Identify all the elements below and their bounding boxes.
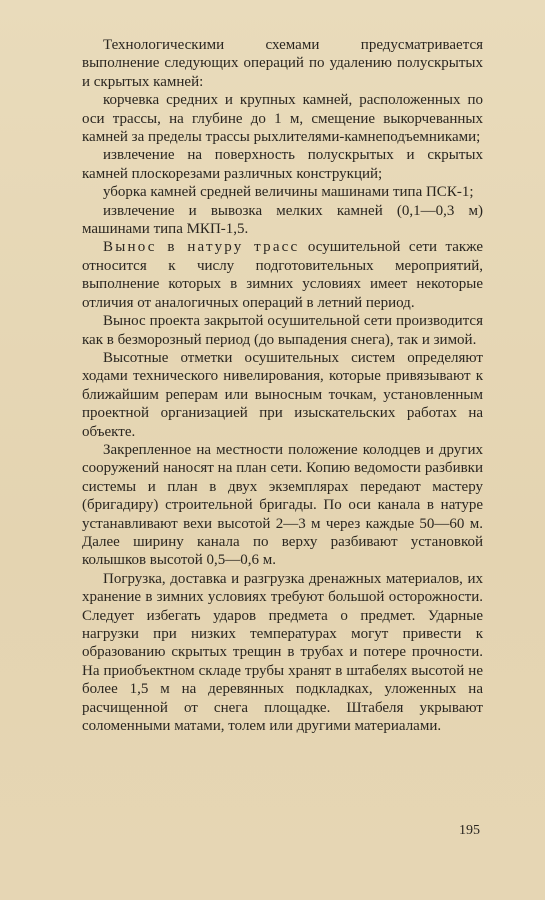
body-text (82, 36, 483, 735)
paragraph-list-item-1: корчевка средних и крупных камней, расположенных по оси трассы, на глубине до 1 м, смещение выкорчеванных камней за пределы трассы рыхлителями-камнеподъемниками; (82, 92, 483, 146)
paragraph-route-layout (82, 238, 483, 312)
paragraph-project-layout: Вынос проекта закрытой осушительной сети производится как в безморозный период (до выпадения снега), так и зимой. (82, 313, 483, 348)
paragraph-list-item-2: извлечение на поверхность полускрытых и скрытых камней плоскорезами различных конструкций; (82, 147, 483, 182)
paragraph-materials-handling: Погрузка, доставка и разгрузка дренажных материалов, их хранение в зимних условиях требуют большой осторожности. Следует избегать ударов предмета о предмет. Ударные нагрузки при низких температурах могут привести к образованию скрытых трещин в трубах и потере прочности. На приобъектном складе трубы хранят в штабелях высотой не более 1,5 м на деревянных подкладках, уложенных на расчищенной от снега площадке. Штабеля укрывают соломенными матами, толем или другими материалами. (82, 570, 483, 735)
paragraph-elevation-marks: Высотные отметки осушительных систем определяют ходами технического нивелирования, которые привязывают к ближайшим реперам или выносным точкам, установленным проектной организацией при изыскательских работах на объекте. (82, 349, 483, 440)
paragraph-wells-position: Закрепленное на местности положение колодцев и других сооружений наносят на план сети. Копию ведомости разбивки системы и план в двух экземплярах передают мастеру (бригадиру) строительной бригады. По оси канала в натуре устанавливают вехи высотой 2—3 м через каждые 50—60 м. Далее ширину канала по верху разбивают установкой колышков высотой 0,5—0,6 м. (82, 441, 483, 569)
page-number: 195 (459, 823, 480, 838)
paragraph-list-item-3: уборка камней средней величины машинами типа ПСК-1; (103, 184, 474, 201)
spaced-emphasis: Вынос в натуру трасс (103, 239, 300, 256)
paragraph-route-layout-rest: осушительной сети также относится к числу подготовительных мероприятий, выполнение которых в зимних условиях имеет некоторые отличия от аналогичных операций в летний период. (82, 239, 483, 311)
paragraph-list-item-4: извлечение и вывозка мелких камней (0,1—0,3 м) машинами типа МКП-1,5. (82, 202, 483, 238)
paragraph-intro: Технологическими схемами предусматривается выполнение следующих операций по удалению полускрытых и скрытых камней: (82, 37, 483, 90)
